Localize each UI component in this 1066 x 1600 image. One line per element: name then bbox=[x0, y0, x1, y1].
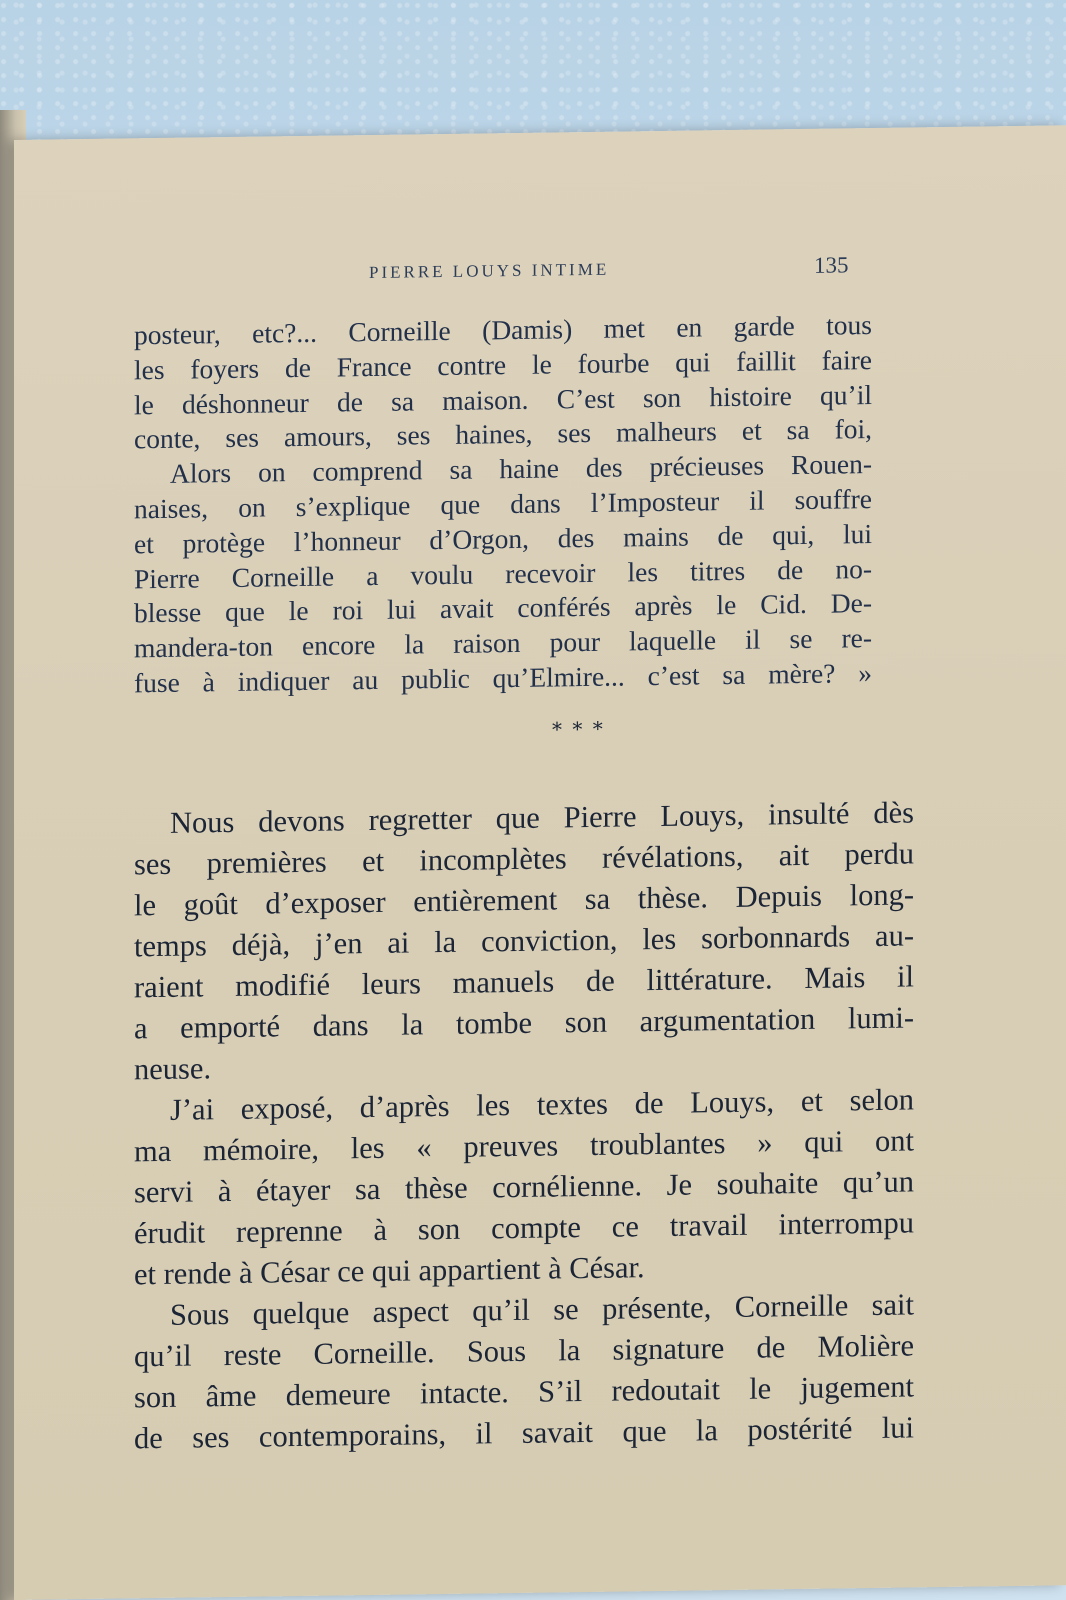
text-line: neuse. bbox=[134, 1051, 212, 1087]
text-line: de ses contemporains, il savait que la postérité lui bbox=[134, 1410, 914, 1456]
lower-text-block bbox=[134, 792, 914, 1459]
upper-text-block bbox=[134, 308, 872, 701]
text-line: mandera-ton encore la raison pour laquelle il se re- bbox=[134, 622, 872, 664]
text-line: son âme demeure intacte. S’il redoutait le jugement bbox=[134, 1369, 914, 1415]
text-line: a emporté dans la tombe son argumentation lumi- bbox=[134, 1000, 914, 1046]
text-line: J’ai exposé, d’après les textes de Louys, et selon bbox=[170, 1082, 914, 1127]
text-line: conte, ses amours, ses haines, ses malheurs et sa foi, bbox=[134, 413, 872, 455]
text-line: temps déjà, j’en ai la conviction, les sorbonnards au- bbox=[134, 918, 914, 964]
text-line: ses premières et incomplètes révélations, ait perdu bbox=[134, 836, 914, 882]
running-head: PIERRE LOUYS INTIME bbox=[369, 259, 610, 283]
text-line: posteur, etc?... Corneille (Damis) met en garde tous bbox=[134, 309, 872, 351]
text-line: et rende à César ce qui appartient à César. bbox=[134, 1250, 645, 1292]
text-line: qu’il reste Corneille. Sous la signature de Molière bbox=[134, 1328, 914, 1374]
book-page bbox=[14, 125, 1066, 1600]
page-number: 135 bbox=[814, 252, 849, 278]
text-line: Pierre Corneille a voulu recevoir les titres de no- bbox=[134, 552, 872, 594]
text-line: Sous quelque aspect qu’il se présente, Corneille sait bbox=[170, 1287, 914, 1332]
text-line: Nous devons regretter que Pierre Louys, insulté dès bbox=[170, 795, 914, 840]
text-line: fuse à indiquer au public qu’Elmire... c’est sa mère? » bbox=[134, 656, 872, 699]
text-line: blesse que le roi lui avait conférés après le Cid. De- bbox=[134, 587, 872, 629]
text-line: et protège l’honneur d’Orgon, des mains de qui, lui bbox=[134, 517, 872, 560]
text-line: le déshonneur de sa maison. C’est son histoire qu’il bbox=[134, 378, 872, 420]
text-line: le goût d’exposer entièrement sa thèse. Depuis long- bbox=[134, 877, 914, 923]
section-separator: * * * bbox=[552, 716, 605, 742]
text-line: les foyers de France contre le fourbe qui faillit faire bbox=[134, 343, 872, 386]
text-line: raient modifié leurs manuels de littérature. Mais il bbox=[134, 959, 914, 1005]
text-line: servi à étayer sa thèse cornélienne. Je souhaite qu’un bbox=[134, 1164, 914, 1210]
text-line: ma mémoire, les « preuves troublantes » qui ont bbox=[134, 1123, 914, 1169]
text-line: naises, on s’explique que dans l’Imposteur il souffre bbox=[134, 483, 872, 525]
text-line: Alors on comprend sa haine des précieuses Rouen- bbox=[170, 448, 872, 490]
text-line: érudit reprenne à son compte ce travail interrompu bbox=[134, 1205, 914, 1251]
